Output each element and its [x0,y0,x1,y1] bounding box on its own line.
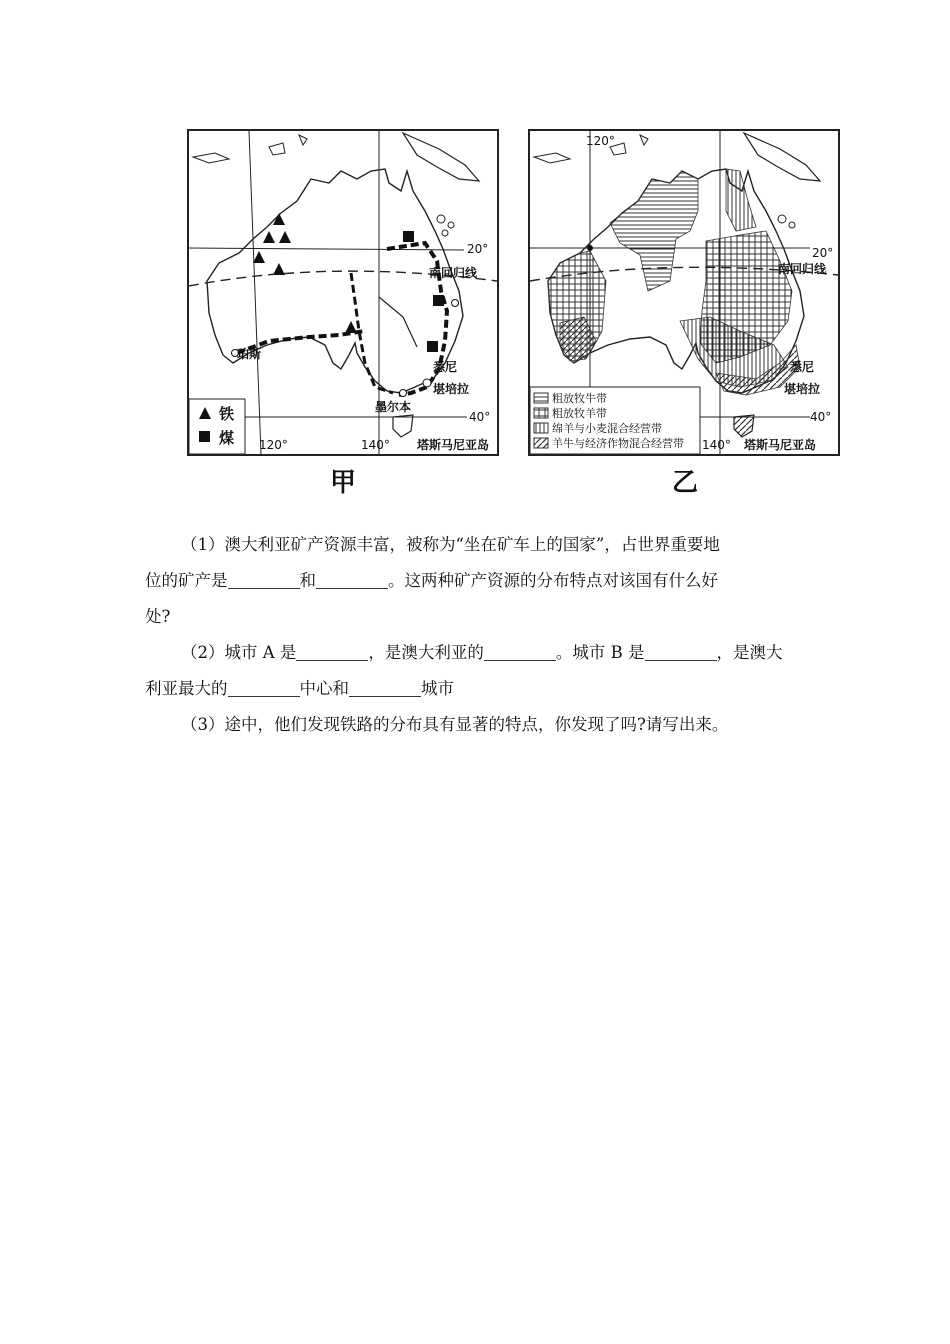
map-b-svg [530,131,838,454]
q2-text: ，是澳大 [716,643,783,662]
iron-marker [279,231,291,243]
legend-coal-label: 煤 [219,429,235,447]
label-tasmania: 塔斯马尼亚岛 [417,438,490,452]
label-tropic: 南回归线 [429,266,478,280]
q2-text: （2）城市 A 是 [181,643,297,662]
label-sydney: 悉尼 [790,360,815,374]
label-tasmania: 塔斯马尼亚岛 [744,438,817,452]
q1-text: 和 [299,571,316,590]
label-lon140: 140° [702,438,731,452]
q2-text: 城市 [421,679,454,698]
q1-line1: （1）澳大利亚矿产资源丰富，被称为“坐在矿车上的国家”，占世界重要地 [181,535,720,554]
label-canberra: 堪培拉 [784,382,821,396]
q1-line2 [145,563,825,599]
answer-blank[interactable] [484,642,556,661]
q2-text: 中心和 [299,679,349,698]
railway-coast-south [379,297,417,347]
label-lat40: 40° [810,410,832,424]
answer-blank[interactable] [296,642,368,661]
legend-wheat-label: 绵羊与小麦混合经营带 [552,422,662,435]
label-canberra: 堪培拉 [433,382,470,396]
legend-coal-symbol [199,431,210,442]
new-guinea-shape [403,133,479,181]
caption-map-a: 甲 [330,468,357,498]
answer-blank[interactable] [349,678,421,697]
q2-text: ，是澳大利亚的 [368,643,484,662]
legend-box [189,399,245,454]
legend-iron-label: 铁 [219,405,235,423]
iron-marker [253,251,265,263]
tasmania-shape [734,415,754,437]
answer-blank[interactable] [228,678,300,697]
q1-text: 。这两种矿产资源的分布特点对该国有什么好 [388,571,718,590]
city-perth-dot [587,245,593,251]
new-guinea-shape [744,133,820,181]
label-lat40: 40° [469,410,491,424]
label-melbourne: 墨尔本 [375,400,412,414]
q2-text: 利亚最大的 [145,679,228,698]
meridian-120 [249,131,261,454]
legend-cattle-label: 粗放牧牛带 [552,392,607,405]
map-a-svg [189,131,497,454]
island-dot [789,222,795,228]
map-agriculture-zones [528,129,840,456]
legend-wheat-swatch [534,423,548,433]
label-lon120: 120° [259,438,288,452]
label-lat20: 20° [467,242,489,256]
iron-marker [273,263,285,275]
island-dot [448,222,454,228]
label-lat20: 20° [812,246,834,260]
zone-cattle-east [726,169,756,231]
label-perth: 珀斯 [237,347,262,361]
island-dots [437,215,445,223]
label-lon140: 140° [361,438,390,452]
q2-line2 [145,671,825,707]
answer-blank[interactable] [228,570,300,589]
city-canberra-dot [423,379,431,387]
label-lon120: 120° [586,134,615,148]
legend-cattle-swatch [534,393,548,403]
parallel-20 [189,248,464,250]
q2-line1 [145,635,825,671]
city-sydney-dot [452,300,459,307]
legend-sheep-label: 粗放牧羊带 [552,407,607,420]
q3-line: （3）途中，他们发现铁路的分布具有显著的特点，你发现了吗?请写出来。 [181,715,729,734]
legend-mixed-swatch [534,438,548,448]
q2-text: 。城市 B 是 [555,643,645,662]
coal-marker [433,295,444,306]
zone-cattle [610,171,698,291]
map-minerals-railways [187,129,499,456]
question-block [145,527,825,743]
label-tropic: 南回归线 [778,262,827,276]
caption-map-b: 乙 [672,468,699,498]
q1-line3: 处? [145,607,171,626]
island-dot [778,215,786,223]
coal-marker [427,341,438,352]
island-dot [442,230,448,236]
city-melbourne-dot [400,390,407,397]
label-sydney: 悉尼 [433,360,458,374]
iron-marker [263,231,275,243]
legend-mixed-label: 羊牛与经济作物混合经营带 [552,437,684,450]
legend-sheep-swatch [534,408,548,418]
iron-marker [345,321,357,333]
q1-text: 位的矿产是 [145,571,228,590]
tasmania-shape [393,415,413,437]
coal-marker [403,231,414,242]
answer-blank[interactable] [645,642,717,661]
answer-blank[interactable] [316,570,388,589]
